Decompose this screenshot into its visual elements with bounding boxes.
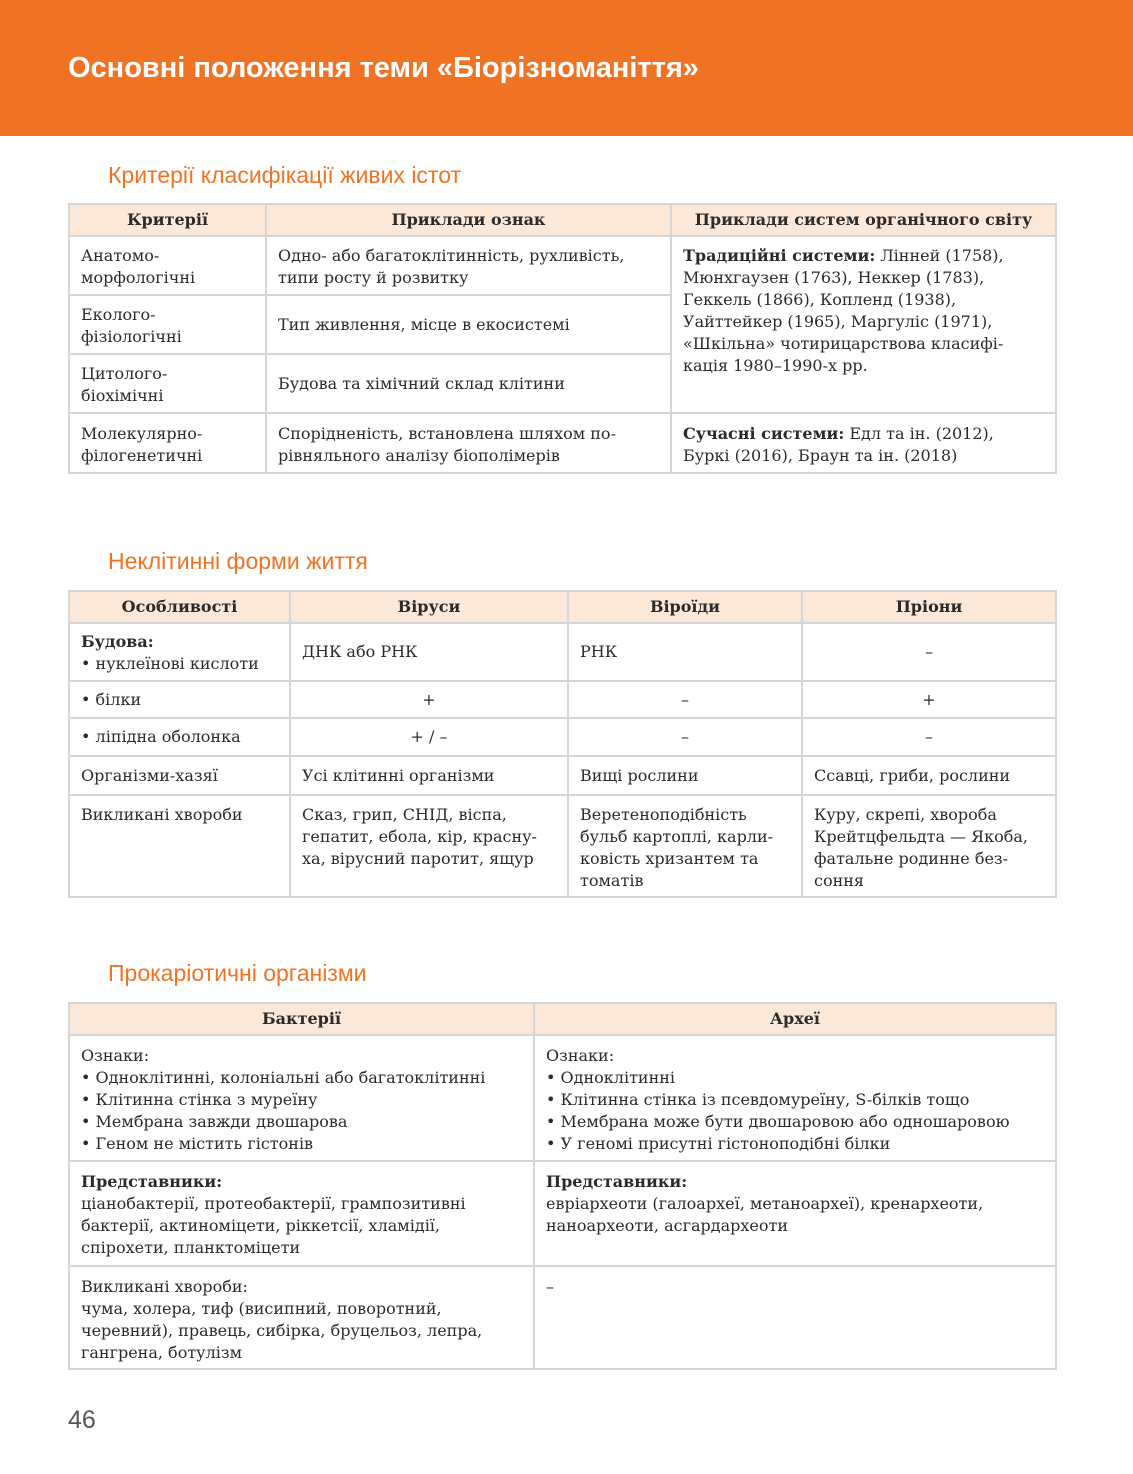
column-header: Археї <box>534 1003 1056 1035</box>
section-title-prokaryotes: Прокаріотичні організми <box>108 960 367 986</box>
section-title-noncellular: Неклітинні форми життя <box>108 548 368 574</box>
prions-cell: + <box>802 681 1056 718</box>
column-header: Критерії <box>69 204 266 236</box>
classification-table <box>68 203 1057 474</box>
page-title: Основні положення теми «Біорізноманіття» <box>68 52 699 84</box>
table-header-row <box>69 591 1056 623</box>
viruses-cell: ДНК або РНК <box>290 623 568 681</box>
table-row <box>69 756 1056 795</box>
table-row <box>69 1035 1056 1161</box>
archaea-diseases-cell: – <box>534 1266 1056 1369</box>
archaea-signs-cell: Ознаки: • Одноклітинні • Клітинна стінка із псевдомуреїну, S-білків тощо • Мембрана може бути двошаровою або одношаровою • У геномі присутні гістоноподібні білки <box>534 1035 1056 1161</box>
criterion-cell: Молекулярно- філогенетичні <box>69 413 266 473</box>
viroids-cell: Веретеноподібність бульб картоплі, карли- ковість хризантем та томатів <box>568 795 802 897</box>
bacteria-diseases-cell: Викликані хвороби: чума, холера, тиф (висипний, поворотний, черевний), правець, сибірка, бруцельоз, лепра, гангрена, ботулізм <box>69 1266 534 1369</box>
prions-cell: – <box>802 623 1056 681</box>
column-header: Віроїди <box>568 591 802 623</box>
examples-cell: Будова та хімічний склад клітини <box>266 354 671 413</box>
table-header-row <box>69 1003 1056 1035</box>
feature-cell: • білки <box>69 681 290 718</box>
criterion-cell: Цитолого- біохімічні <box>69 354 266 413</box>
modern-systems-cell: Сучасні системи: Едл та ін. (2012), Буркі (2016), Браун та ін. (2018) <box>671 413 1056 473</box>
column-header: Бактерії <box>69 1003 534 1035</box>
traditional-systems-cell: Традиційні системи: Лінней (1758), Мюнхгаузен (1763), Неккер (1783), Геккель (1866), Копленд (1938), Уайттейкер (1965), Маргуліс (1971), «Шкільна» чотирицарствова класифі- кація 1980–1990-х рр. <box>671 236 1056 413</box>
header-banner <box>0 0 1133 136</box>
table-header-row <box>69 204 1056 236</box>
table-row <box>69 1161 1056 1266</box>
prions-cell: Куру, скрепі, хвороба Крейтцфельдта — Якоба, фатальне родинне без- соння <box>802 795 1056 897</box>
viruses-cell: Сказ, грип, СНІД, віспа, гепатит, ебола, кір, красну- ха, вірусний паротит, ящур <box>290 795 568 897</box>
archaea-representatives-cell: Представники: евріархеоти (галоархеї, метаноархеї), кренархеоти, наноархеоти, асгардархеоти <box>534 1161 1056 1266</box>
prions-cell: Ссавці, гриби, рослини <box>802 756 1056 795</box>
noncellular-table <box>68 590 1057 898</box>
section-title-classification: Критерії класифікації живих істот <box>108 162 462 188</box>
examples-cell: Одно- або багатоклітинність, рухливість, типи росту й розвитку <box>266 236 671 295</box>
feature-cell: Організми-хазяї <box>69 756 290 795</box>
bacteria-signs-cell: Ознаки: • Одноклітинні, колоніальні або багатоклітинні • Клітинна стінка з муреїну • Мембрана завжди двошарова • Геном не містить гістонів <box>69 1035 534 1161</box>
viroids-cell: Вищі рослини <box>568 756 802 795</box>
examples-cell: Тип живлення, місце в екосистемі <box>266 295 671 354</box>
viroids-cell: РНК <box>568 623 802 681</box>
page-number: 46 <box>68 1406 96 1434</box>
prokaryotes-table <box>68 1002 1057 1370</box>
viruses-cell: + / – <box>290 718 568 756</box>
column-header: Особливості <box>69 591 290 623</box>
table-row <box>69 681 1056 718</box>
table-row <box>69 413 1056 473</box>
column-header: Пріони <box>802 591 1056 623</box>
table-row <box>69 1266 1056 1369</box>
table-row <box>69 718 1056 756</box>
viruses-cell: Усі клітинні організми <box>290 756 568 795</box>
table-row <box>69 236 1056 295</box>
feature-cell: • ліпідна оболонка <box>69 718 290 756</box>
table-row <box>69 795 1056 897</box>
examples-cell: Спорідненість, встановлена шляхом по- рівняльного аналізу біополімерів <box>266 413 671 473</box>
criterion-cell: Еколого- фізіологічні <box>69 295 266 354</box>
feature-cell: Будова: • нуклеїнові кислоти <box>69 623 290 681</box>
viruses-cell: + <box>290 681 568 718</box>
column-header: Приклади систем органічного світу <box>671 204 1056 236</box>
table-row <box>69 623 1056 681</box>
criterion-cell: Анатомо- морфологічні <box>69 236 266 295</box>
column-header: Приклади ознак <box>266 204 671 236</box>
bacteria-representatives-cell: Представники: ціанобактерії, протеобактерії, грампозитивні бактерії, актиноміцети, ріккетсії, хламідії, спірохети, планктоміцети <box>69 1161 534 1266</box>
feature-cell: Викликані хвороби <box>69 795 290 897</box>
viroids-cell: – <box>568 681 802 718</box>
viroids-cell: – <box>568 718 802 756</box>
prions-cell: – <box>802 718 1056 756</box>
column-header: Віруси <box>290 591 568 623</box>
